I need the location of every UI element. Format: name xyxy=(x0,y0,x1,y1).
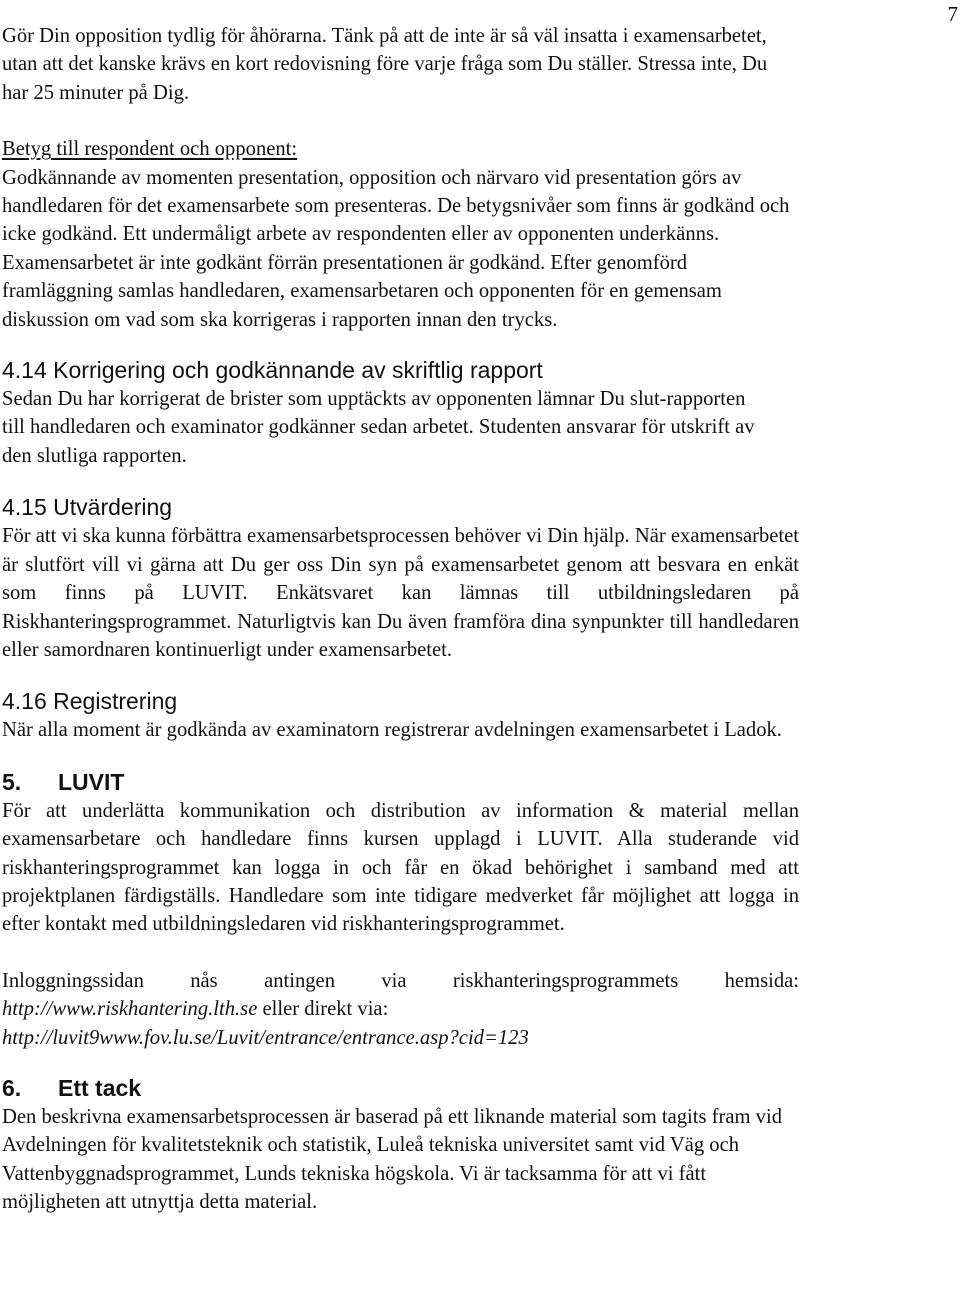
section-5-heading xyxy=(2,767,802,797)
grading-paragraph: Godkännande av momenten presentation, opposition och närvaro vid presentation görs av handledaren för det examensarbete som presenteras. De betygsnivåer som finns är godkänd och icke godkänd. Ett undermåligt arbete av respondenten eller av opponenten underkänns. Examensarbetet är inte godkänt förrän presentationen är godkänd. Efter genomförd framläggning samlas handledaren, examensarbetaren och opponenten för en gemensam diskussion om vad som ska korrigeras i rapporten innan den trycks. xyxy=(2,166,790,331)
section-6-heading xyxy=(2,1073,802,1103)
login-text: Inloggningssidan nås antingen via riskhanteringsprogrammets hemsida: xyxy=(2,969,799,992)
section-4-16-heading xyxy=(2,686,802,716)
intro-paragraph: Gör Din opposition tydlig för åhörarna. Tänk på att de inte är så väl insatta i examensarbetet, utan att det kanske krävs en kort redovisning före varje fråga som Du ställer. Stressa inte, Du har 25 minuter på Dig. xyxy=(2,25,768,104)
section-4-14-number: 4.14 xyxy=(2,357,47,384)
grading-heading: Betyg till respondent och opponent: xyxy=(2,138,298,161)
section-5-title: LUVIT xyxy=(58,768,125,795)
section-4-14-title: Korrigering och godkännande av skriftlig rapport xyxy=(53,357,543,384)
section-4-16-title: Registrering xyxy=(53,688,178,715)
section-5-paragraph: För att underlätta kommunikation och distribution av information & material mellan examensarbetare och handledare finns kursen upplagd i LUVIT. Alla studerande vid riskhanteringsprogrammet kan logga in och får en ökad behörighet i samband med att projektplanen färdigställs. Handledare som inte tidigare medverket får möjlighet att logga in efter kontakt med utbildningsledaren vid riskhanteringsprogrammet. xyxy=(2,799,799,936)
riskhantering-link[interactable]: http://www.riskhantering.lth.se xyxy=(2,998,258,1021)
section-4-16-number: 4.16 xyxy=(2,688,47,715)
section-4-15-number: 4.15 xyxy=(2,494,47,521)
section-4-15-paragraph: För att vi ska kunna förbättra examensarbetsprocessen behöver vi Din hjälp. När examensarbetet är slutfört vill vi gärna att Du ger oss Din syn på examensarbetet genom att besvara en enkät som finns på LUVIT. Enkätsvaret kan lämnas till utbildningsledaren på Riskhanteringsprogrammet. Naturligtvis kan Du även framföra dina synpunkter till handledaren eller samordnaren kontinuerligt under examensarbetet. xyxy=(2,525,799,661)
page-number: 7 xyxy=(947,2,958,26)
luvit-link[interactable]: http://luvit9www.fov.lu.se/Luvit/entrance/entrance.asp?cid=123 xyxy=(2,1026,529,1049)
section-4-14-paragraph: Sedan Du har korrigerat de brister som upptäckts av opponenten lämnar Du slut-rapporten till handledaren och examinator godkänner sedan arbetet. Studenten ansvarar för utskrift av den slutliga rapporten. xyxy=(2,388,755,467)
section-6-paragraph: Den beskrivna examensarbetsprocessen är baserad på ett liknande material som tagits fram vid Avdelningen för kvalitetsteknik och statistik, Luleå tekniska universitet samt vid Väg och Vattenbyggnadsprogrammet, Lunds tekniska högskola. Vi är tacksamma för att vi fått möjligheten att utnyttja detta material. xyxy=(2,1105,782,1214)
document-body xyxy=(2,22,802,1217)
section-6-title: Ett tack xyxy=(58,1074,142,1101)
section-6-number: 6. xyxy=(2,1074,22,1101)
section-4-16-paragraph: När alla moment är godkända av examinatorn registrerar avdelningen examensarbetet i Ladok. xyxy=(2,719,782,742)
or-text: eller direkt via: xyxy=(257,998,389,1021)
section-4-15-heading xyxy=(2,492,802,522)
section-4-14-heading xyxy=(2,355,802,385)
section-4-15-title: Utvärdering xyxy=(53,494,173,521)
section-5-number: 5. xyxy=(2,768,22,795)
login-paragraph xyxy=(2,967,799,1052)
